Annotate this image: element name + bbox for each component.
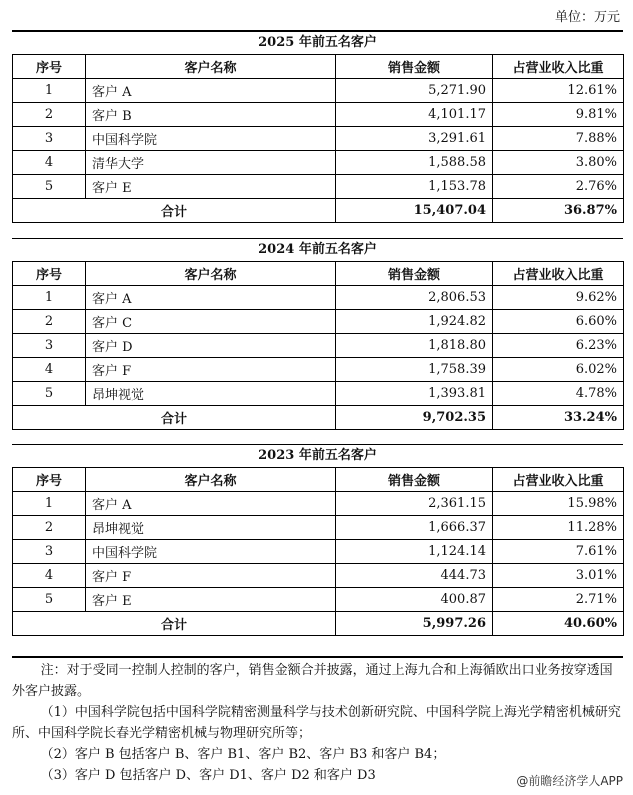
table-row <box>13 310 624 334</box>
row-pct: 4.78% <box>493 382 624 406</box>
table-row <box>13 540 624 564</box>
row-name: 昂坤视觉 <box>86 382 336 406</box>
unit-label: 单位：万元 <box>554 10 620 25</box>
row-amount: 1,153.78 <box>336 175 493 199</box>
row-no: 5 <box>13 382 86 406</box>
table-row <box>13 382 624 406</box>
row-amount: 3,291.61 <box>336 127 493 151</box>
total-pct: 36.87% <box>493 199 624 223</box>
row-name: 客户 F <box>86 564 336 588</box>
note-2: （2）客户 B 包括客户 B、客户 B1、客户 B2、客户 B3 和客户 B4； <box>40 747 446 762</box>
header-name: 客户名称 <box>86 262 336 286</box>
header-row <box>13 55 624 79</box>
row-pct: 12.61% <box>493 79 624 103</box>
row-amount: 400.87 <box>336 588 493 612</box>
section-2023 <box>12 444 623 636</box>
header-no: 序号 <box>13 468 86 492</box>
row-amount: 4,101.17 <box>336 103 493 127</box>
header-pct: 占营业收入比重 <box>493 468 624 492</box>
row-name: 客户 D <box>86 334 336 358</box>
row-name: 客户 E <box>86 588 336 612</box>
row-name: 客户 A <box>86 79 336 103</box>
row-no: 1 <box>13 492 86 516</box>
customer-table-2024 <box>12 261 624 430</box>
header-name: 客户名称 <box>86 55 336 79</box>
table-row <box>13 79 624 103</box>
table-row <box>13 334 624 358</box>
row-amount: 1,758.39 <box>336 358 493 382</box>
row-no: 4 <box>13 358 86 382</box>
total-amount: 5,997.26 <box>336 612 493 636</box>
table-row <box>13 492 624 516</box>
note-3: （3）客户 D 包括客户 D、客户 D1、客户 D2 和客户 D3 <box>40 768 376 783</box>
row-amount: 1,393.81 <box>336 382 493 406</box>
row-pct: 3.01% <box>493 564 624 588</box>
row-no: 4 <box>13 151 86 175</box>
row-pct: 2.76% <box>493 175 624 199</box>
customer-table-2023 <box>12 467 624 636</box>
row-name: 中国科学院 <box>86 540 336 564</box>
row-pct: 7.61% <box>493 540 624 564</box>
row-name: 客户 B <box>86 103 336 127</box>
row-pct: 3.80% <box>493 151 624 175</box>
section-title: 2023 年前五名客户 <box>12 444 623 467</box>
row-pct: 11.28% <box>493 516 624 540</box>
note-main: 注：对于受同一控制人控制的客户，销售金额合并披露，通过上海九合和上海循欧出口业务按穿透国外客户披露。 <box>12 663 613 699</box>
table-row <box>13 286 624 310</box>
row-name: 昂坤视觉 <box>86 516 336 540</box>
row-no: 2 <box>13 516 86 540</box>
total-label: 合计 <box>13 199 336 223</box>
section-title: 2025 年前五名客户 <box>12 30 623 54</box>
header-no: 序号 <box>13 55 86 79</box>
row-amount: 5,271.90 <box>336 79 493 103</box>
row-pct: 6.02% <box>493 358 624 382</box>
total-row <box>13 406 624 430</box>
total-pct: 40.60% <box>493 612 624 636</box>
table-row <box>13 175 624 199</box>
row-name: 客户 A <box>86 492 336 516</box>
row-amount: 1,124.14 <box>336 540 493 564</box>
header-amount: 销售金额 <box>336 468 493 492</box>
row-amount: 1,588.58 <box>336 151 493 175</box>
row-no: 1 <box>13 286 86 310</box>
row-no: 3 <box>13 334 86 358</box>
row-no: 1 <box>13 79 86 103</box>
row-name: 客户 E <box>86 175 336 199</box>
table-row <box>13 564 624 588</box>
row-no: 2 <box>13 103 86 127</box>
section-2024 <box>12 238 623 430</box>
row-amount: 1,818.80 <box>336 334 493 358</box>
table-row <box>13 103 624 127</box>
header-name: 客户名称 <box>86 468 336 492</box>
row-amount: 444.73 <box>336 564 493 588</box>
row-pct: 9.81% <box>493 103 624 127</box>
row-no: 3 <box>13 540 86 564</box>
row-amount: 2,361.15 <box>336 492 493 516</box>
table-row <box>13 516 624 540</box>
row-pct: 9.62% <box>493 286 624 310</box>
table-row <box>13 151 624 175</box>
row-pct: 2.71% <box>493 588 624 612</box>
row-no: 3 <box>13 127 86 151</box>
row-pct: 6.60% <box>493 310 624 334</box>
row-no: 2 <box>13 310 86 334</box>
total-amount: 9,702.35 <box>336 406 493 430</box>
row-name: 客户 F <box>86 358 336 382</box>
row-amount: 1,666.37 <box>336 516 493 540</box>
note-1: （1）中国科学院包括中国科学院精密测量科学与技术创新研究院、中国科学院上海光学精密机械研究所、中国科学院长春光学精密机械与物理研究所等； <box>12 705 621 741</box>
section-title: 2024 年前五名客户 <box>12 238 623 261</box>
total-label: 合计 <box>13 612 336 636</box>
row-name: 清华大学 <box>86 151 336 175</box>
section-2025 <box>12 30 623 223</box>
row-no: 4 <box>13 564 86 588</box>
row-no: 5 <box>13 175 86 199</box>
row-amount: 1,924.82 <box>336 310 493 334</box>
row-amount: 2,806.53 <box>336 286 493 310</box>
table-row <box>13 588 624 612</box>
row-name: 中国科学院 <box>86 127 336 151</box>
total-label: 合计 <box>13 406 336 430</box>
table-row <box>13 127 624 151</box>
total-amount: 15,407.04 <box>336 199 493 223</box>
total-row <box>13 612 624 636</box>
row-pct: 15.98% <box>493 492 624 516</box>
notes <box>12 656 623 786</box>
table-row <box>13 358 624 382</box>
source-credit: @前瞻经济学人APP <box>516 774 623 788</box>
total-pct: 33.24% <box>493 406 624 430</box>
header-row <box>13 262 624 286</box>
row-no: 5 <box>13 588 86 612</box>
header-row <box>13 468 624 492</box>
header-amount: 销售金额 <box>336 55 493 79</box>
row-pct: 6.23% <box>493 334 624 358</box>
total-row <box>13 199 624 223</box>
header-amount: 销售金额 <box>336 262 493 286</box>
header-pct: 占营业收入比重 <box>493 55 624 79</box>
header-pct: 占营业收入比重 <box>493 262 624 286</box>
row-name: 客户 A <box>86 286 336 310</box>
customer-table-2025 <box>12 54 624 223</box>
header-no: 序号 <box>13 262 86 286</box>
row-pct: 7.88% <box>493 127 624 151</box>
row-name: 客户 C <box>86 310 336 334</box>
